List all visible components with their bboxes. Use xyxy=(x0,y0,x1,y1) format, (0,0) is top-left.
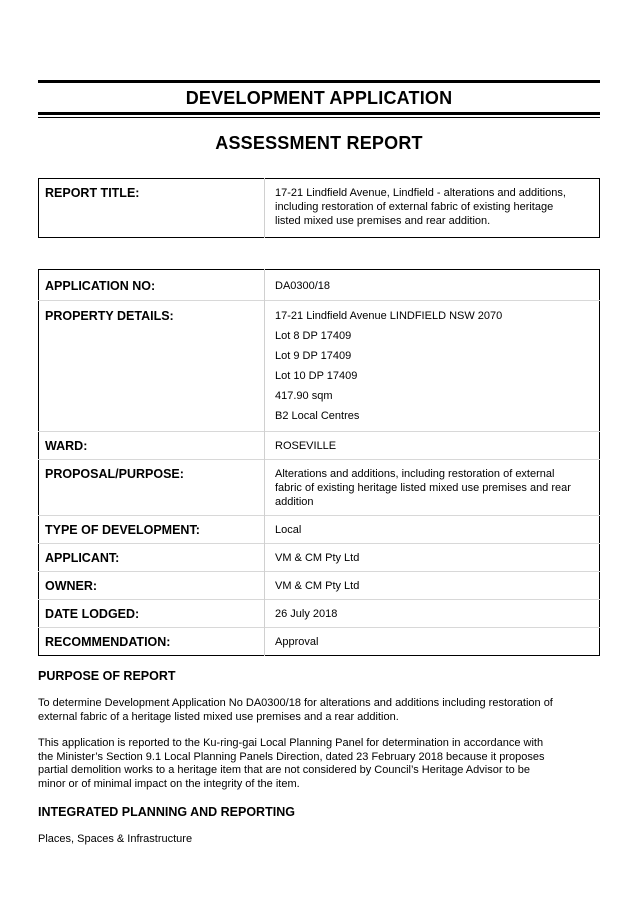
property-zoning: B2 Local Centres xyxy=(275,410,360,422)
report-title-box xyxy=(38,178,600,238)
owner-label: OWNER: xyxy=(39,572,265,600)
proposal-line: addition xyxy=(275,496,314,508)
purpose-paragraph-1 xyxy=(38,697,600,724)
development-type-label: TYPE OF DEVELOPMENT: xyxy=(39,516,265,544)
details-row-application-no xyxy=(39,270,600,301)
application-no-label: APPLICATION NO: xyxy=(39,270,265,301)
details-row-owner xyxy=(39,572,600,600)
application-details-table xyxy=(38,269,600,656)
document-subtitle: ASSESSMENT REPORT xyxy=(215,133,423,153)
property-lot: Lot 9 DP 17409 xyxy=(275,350,352,362)
report-title-line: including restoration of external fabric of existing heritage xyxy=(275,201,554,213)
paragraph-line: the Minister’s Section 9.1 Local Planning Panels Direction, dated 23 February 2018 because it proposes xyxy=(38,750,545,763)
paragraph-line: external fabric of a heritage listed mixed use premises and a rear addition. xyxy=(38,710,399,723)
ward-label: WARD: xyxy=(39,432,265,460)
development-type-value: Local xyxy=(265,516,600,544)
recommendation-label: RECOMMENDATION: xyxy=(39,628,265,656)
purpose-heading: PURPOSE OF REPORT xyxy=(38,669,176,683)
report-title-label: REPORT TITLE: xyxy=(39,179,265,238)
proposal-line: fabric of existing heritage listed mixed use premises and rear xyxy=(275,482,571,494)
application-no-value: DA0300/18 xyxy=(275,280,331,292)
header-rule-bottom-thin xyxy=(38,117,600,118)
ward-value: ROSEVILLE xyxy=(265,432,600,460)
paragraph-line: To determine Development Application No DA0300/18 for alterations and additions including restoration of xyxy=(38,697,553,709)
report-title-line: listed mixed use premises and rear addition. xyxy=(275,215,491,227)
integrated-planning-heading: INTEGRATED PLANNING AND REPORTING xyxy=(38,805,295,819)
date-lodged-label: DATE LODGED: xyxy=(39,600,265,628)
recommendation-value: Approval xyxy=(265,628,600,656)
paragraph-line: partial demolition works to a heritage item that are not considered by Council’s Heritage Advisor to be xyxy=(38,764,531,777)
report-title-value xyxy=(265,179,600,238)
property-lot: Lot 10 DP 17409 xyxy=(275,370,358,382)
report-title-row xyxy=(39,179,600,238)
details-row-proposal xyxy=(39,460,600,516)
proposal-value xyxy=(265,460,600,516)
paragraph-line: minor or of minimal impact on the integrity of the item. xyxy=(38,777,300,790)
header-rule-bottom-thick xyxy=(38,112,600,115)
date-lodged-value: 26 July 2018 xyxy=(265,600,600,628)
property-details-value xyxy=(265,301,600,432)
applicant-value: VM & CM Pty Ltd xyxy=(265,544,600,572)
details-row-property xyxy=(39,301,600,432)
proposal-label: PROPOSAL/PURPOSE: xyxy=(39,460,265,516)
property-lot: Lot 8 DP 17409 xyxy=(275,330,352,342)
integrated-planning-text: Places, Spaces & Infrastructure xyxy=(38,833,193,845)
document-title: DEVELOPMENT APPLICATION xyxy=(185,88,453,108)
proposal-line: Alterations and additions, including restoration of external xyxy=(275,468,555,480)
details-row-applicant xyxy=(39,544,600,572)
details-row-ward xyxy=(39,432,600,460)
details-row-type xyxy=(39,516,600,544)
applicant-label: APPLICANT: xyxy=(39,544,265,572)
purpose-paragraph-2 xyxy=(38,737,600,791)
property-details-label: PROPERTY DETAILS: xyxy=(39,301,265,432)
property-address: 17-21 Lindfield Avenue LINDFIELD NSW 2070 xyxy=(275,310,503,322)
property-area: 417.90 sqm xyxy=(275,390,333,402)
header-rule-top xyxy=(38,80,600,83)
owner-value: VM & CM Pty Ltd xyxy=(265,572,600,600)
details-row-recommendation xyxy=(39,628,600,656)
details-row-date-lodged xyxy=(39,600,600,628)
report-title-line: 17-21 Lindfield Avenue, Lindfield - alterations and additions, xyxy=(275,187,566,199)
paragraph-line: This application is reported to the Ku-ring-gai Local Planning Panel for determination in accordance with xyxy=(38,737,544,749)
